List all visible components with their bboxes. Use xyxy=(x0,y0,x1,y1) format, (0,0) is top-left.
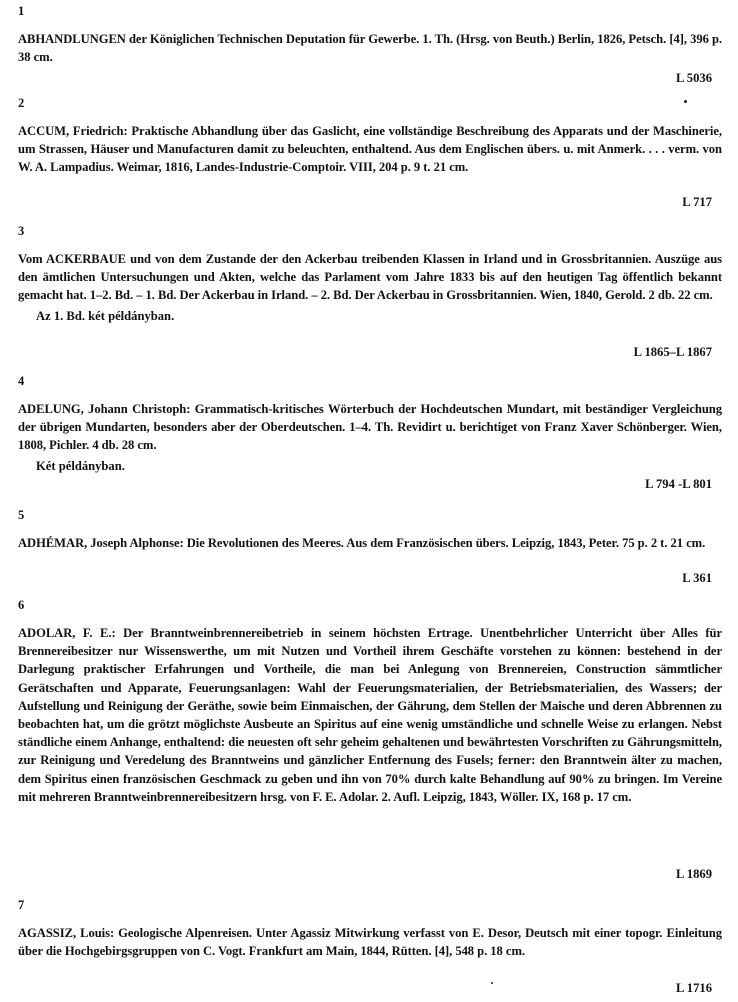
call-number: L 1716 xyxy=(675,981,712,995)
scan-speck xyxy=(684,100,687,103)
entry-number: 3 xyxy=(18,224,25,238)
catalog-page xyxy=(18,0,722,1002)
catalog-entry-6 xyxy=(18,598,722,888)
entry-number: 5 xyxy=(18,508,25,522)
entry-text: ADOLAR, F. E.: Der Branntweinbrennereibetrieb in seinem höchsten Ertrage. Unentbehrlicher Unterricht über Alles für Brennereibesitzer nur Wissenswerthe, um mit Nutzen und Vortheil ihrem Geschäfte vorstehen zu können: bestehend in der Darlegung praktischer Erfahrungen und Vortheile, die man bei Anlegung von Brennereien, Construction sämmtlicher Gerätschaften und Apparate, Feuerungsanlagen: Wahl der Feuerungsmaterialien, der Betriebsmaterialien, des Wassers; der Aufstellung und Reinigung der Geräthe, sowie beim Einmaischen, der Gährung, dem Stellen der Maische und deren Abbrennen zu beobachten hat, um die grötzt möglichste Ausbeute an Spiritus auf eine wenig umständliche und schnelle Weise zu erlangen. Nebst ständliche einem Anhange, enthaltend: die neuesten oft sehr geheim gehaltenen und bewährtesten Vorschriften zu Gährungsmitteln, zur Reinigung und Veredelung des Branntweins und gänzlicher Entfernung des Fusels; ferner: den Branntwein älter zu machen, dem Spiritus einen französischen Geschmack zu geben und ihn von 70% durch kalte Behandlung auf 90% zu bringen. Im Vereine mit mehreren Branntweinbrennereibesitzern hrsg. von F. E. Adolar. 2. Aufl. Leipzig, 1843, Wöller. IX, 168 p. 17 cm. xyxy=(18,626,722,804)
entry-number: 2 xyxy=(18,96,25,110)
entry-text: ACCUM, Friedrich: Praktische Abhandlung über das Gaslicht, eine vollständige Beschreibung des Apparats und der Maschinerie, um Strassen, Häuser und Manufacturen damit zu beleuchten, enthaltend. Aus dem Englischen übers. u. mit Anmerk. . . . verm. von W. A. Lampadius. Weimar, 1816, Landes-Industrie-Comptoir. VIII, 204 p. 9 t. 21 cm. xyxy=(18,124,722,175)
catalog-entry-5 xyxy=(18,508,722,594)
call-number: L 5036 xyxy=(675,71,712,85)
catalog-entry-3 xyxy=(18,224,722,364)
entry-number: 7 xyxy=(18,898,25,912)
catalog-entry-1 xyxy=(18,4,722,86)
entry-text: ADELUNG, Johann Christoph: Grammatisch-kritisches Wörterbuch der Hochdeutschen Mundart, mit beständiger Vergleichung der übrigen Mundarten, besonders aber der Oberdeutschen. 1–4. Th. Revidirt u. berichtiget von Franz Xaver Schönberger. Wien, 1808, Pichler. 4 db. 28 cm. xyxy=(18,402,722,453)
call-number: L 717 xyxy=(682,195,712,209)
call-number: L 1865–L 1867 xyxy=(633,345,712,359)
call-number: L 1869 xyxy=(675,867,712,881)
entry-number: 4 xyxy=(18,374,25,388)
call-number: L 361 xyxy=(682,571,712,585)
entry-text: ADHÉMAR, Joseph Alphonse: Die Revolutionen des Meeres. Aus dem Französischen übers. Leipzig, 1843, Peter. 75 p. 2 t. 21 cm. xyxy=(18,536,706,550)
entry-number: 6 xyxy=(18,598,25,612)
catalog-entry-4 xyxy=(18,374,722,498)
entry-note: Két példányban. xyxy=(36,458,125,473)
entry-number: 1 xyxy=(18,4,25,18)
entry-text: Vom ACKERBAUE und von dem Zustande der den Ackerbau treibenden Klassen in Irland und in Grossbritannien. Auszüge aus den ämtlichen Untersuchungen und Akten, welche das Parlament vom Jahre 1833 bis auf den heutigen Tag öffentlich bekannt gemacht hat. 1–2. Bd. – 1. Bd. Der Ackerbau in Irland. – 2. Bd. Der Ackerbau in Grossbritannien. Wien, 1840, Gerold. 2 db. 22 cm. xyxy=(18,252,722,303)
scan-speck xyxy=(491,982,493,984)
catalog-entry-2 xyxy=(18,96,722,216)
entry-note: Az 1. Bd. két példányban. xyxy=(36,308,175,323)
catalog-entry-7 xyxy=(18,898,722,998)
entry-text: AGASSIZ, Louis: Geologische Alpenreisen. Unter Agassiz Mitwirkung verfasst von E. Desor, Deutsch mit einer topogr. Einleitung über die Hochgebirgsgruppen von C. Vogt. Frankfurt am Main, 1844, Rütten. [4], 548 p. 18 cm. xyxy=(18,926,722,959)
call-number: L 794 -L 801 xyxy=(645,477,712,491)
entry-text: ABHANDLUNGEN der Königlichen Technischen Deputation für Gewerbe. 1. Th. (Hrsg. von Beuth.) Berlin, 1826, Petsch. [4], 396 p. 38 cm. xyxy=(18,32,722,65)
